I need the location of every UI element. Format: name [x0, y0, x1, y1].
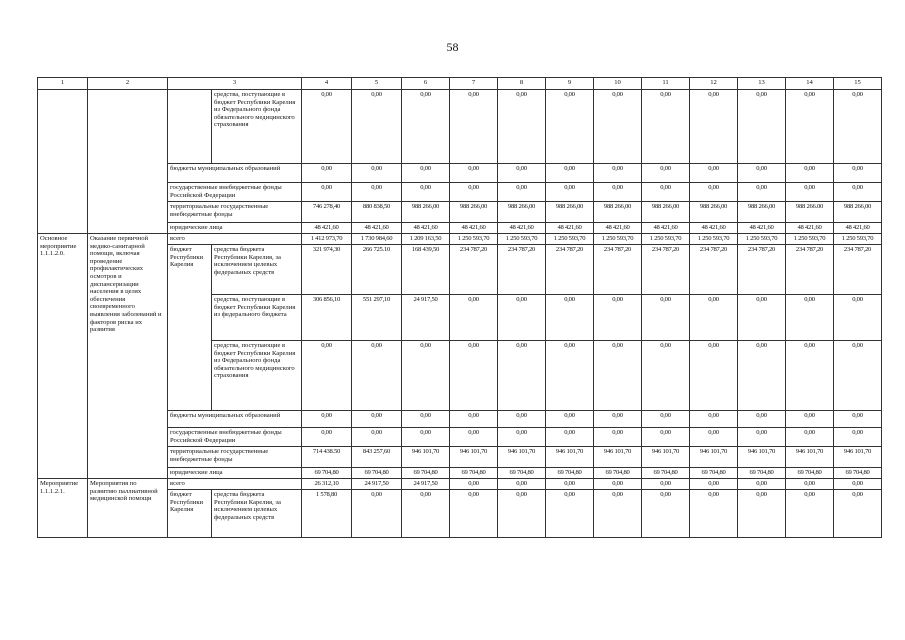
table-row — [38, 234, 882, 245]
value-cell: 48 421,60 — [450, 223, 498, 234]
value-cell: 988 266.00 — [786, 202, 834, 223]
value-cell: 0,00 — [834, 341, 882, 411]
measure-name: Мероприятия по развитию паллиативной медицинской помощи — [88, 479, 168, 538]
column-header: 9 — [546, 78, 594, 90]
value-cell: 746 278,40 — [302, 202, 352, 223]
value-cell: 0,00 — [738, 295, 786, 341]
value-cell: 1 250 593,70 — [690, 234, 738, 245]
value-cell: 0,00 — [834, 490, 882, 538]
value-cell: 988 266,00 — [546, 202, 594, 223]
source-label: государственные внебюджетные фонды Российской Федерации — [168, 183, 302, 202]
value-cell: 234 787,20 — [498, 245, 546, 295]
value-cell: 988 266,00 — [402, 202, 450, 223]
value-cell: 69 704,80 — [690, 468, 738, 479]
value-cell: 551 297,10 — [352, 295, 402, 341]
value-cell: 0,00 — [738, 341, 786, 411]
value-cell: 306 856,10 — [302, 295, 352, 341]
value-cell: 69 704,80 — [402, 468, 450, 479]
value-cell: 0,00 — [302, 183, 352, 202]
value-cell: 0,00 — [642, 479, 690, 490]
value-cell: 0,00 — [786, 164, 834, 183]
value-cell: 69 704,80 — [738, 468, 786, 479]
source-label: территориальные государственные внебюджетные фонды — [168, 447, 302, 468]
value-cell: 0,00 — [546, 164, 594, 183]
value-cell: 0,00 — [738, 411, 786, 428]
value-cell: 0,00 — [834, 479, 882, 490]
value-cell: 714 438.50 — [302, 447, 352, 468]
value-cell: 234 787,20 — [834, 245, 882, 295]
column-header: 6 — [402, 78, 450, 90]
value-cell: 48 421,60 — [402, 223, 450, 234]
value-cell: 0,00 — [450, 341, 498, 411]
measure-code: Мероприятие 1.1.1.2.1. — [38, 479, 88, 538]
value-cell: 0,00 — [352, 341, 402, 411]
total-label: всего — [168, 479, 302, 490]
value-cell: 0,00 — [302, 164, 352, 183]
value-cell: 0,00 — [786, 341, 834, 411]
value-cell: 0,00 — [450, 428, 498, 447]
value-cell: 0,00 — [690, 428, 738, 447]
source-label: средства бюджета Республики Карелия, за исключением целевых федеральных средств — [212, 245, 302, 295]
value-cell: 988 266,00 — [594, 202, 642, 223]
source-label: бюджеты муниципальных образований — [168, 411, 302, 428]
value-cell: 0,00 — [546, 479, 594, 490]
total-label: всего — [168, 234, 302, 245]
value-cell: 0,00 — [690, 90, 738, 164]
value-cell: 0,00 — [690, 341, 738, 411]
value-cell: 0,00 — [786, 295, 834, 341]
value-cell: 0,00 — [498, 341, 546, 411]
value-cell: 48 421,60 — [786, 223, 834, 234]
value-cell: 1 250 593,70 — [786, 234, 834, 245]
value-cell: 0,00 — [594, 90, 642, 164]
value-cell: 0,00 — [738, 183, 786, 202]
value-cell: 946 101,70 — [546, 447, 594, 468]
value-cell: 48 421,60 — [498, 223, 546, 234]
value-cell: 1 730 984,60 — [352, 234, 402, 245]
value-cell: 69 704,80 — [786, 468, 834, 479]
column-header: 12 — [690, 78, 738, 90]
budget-table — [37, 77, 882, 538]
value-cell: 946 101,70 — [498, 447, 546, 468]
value-cell: 0,00 — [834, 295, 882, 341]
value-cell: 988 266,00 — [834, 202, 882, 223]
budget-group-label: бюджет Республики Карелия — [168, 490, 212, 538]
value-cell: 0,00 — [498, 164, 546, 183]
value-cell: 0,00 — [352, 411, 402, 428]
value-cell: 0,00 — [546, 341, 594, 411]
column-header: 8 — [498, 78, 546, 90]
value-cell: 0,00 — [594, 341, 642, 411]
value-cell: 946 101,70 — [594, 447, 642, 468]
value-cell: 48 421,60 — [546, 223, 594, 234]
value-cell: 946 101,70 — [786, 447, 834, 468]
column-header: 5 — [352, 78, 402, 90]
table-row — [38, 90, 882, 164]
value-cell: 69 704,80 — [594, 468, 642, 479]
page-number: 58 — [446, 40, 459, 54]
value-cell: 48 421,60 — [352, 223, 402, 234]
value-cell: 48 421,60 — [690, 223, 738, 234]
value-cell: 24 917,50 — [402, 479, 450, 490]
value-cell: 0,00 — [594, 295, 642, 341]
value-cell: 0,00 — [738, 490, 786, 538]
source-label: средства, поступающие в бюджет Республики Карелия из федерального бюджета — [212, 295, 302, 341]
column-header: 2 — [88, 78, 168, 90]
value-cell: 0,00 — [402, 411, 450, 428]
value-cell: 0,00 — [546, 295, 594, 341]
value-cell: 946 101,70 — [642, 447, 690, 468]
value-cell: 1 578,80 — [302, 490, 352, 538]
value-cell: 0,00 — [302, 90, 352, 164]
value-cell: 946 101,70 — [690, 447, 738, 468]
value-cell: 26 312,10 — [302, 479, 352, 490]
source-label: средства, поступающие в бюджет Республики Карелия из Федерального фонда обязательного медицинского страхования — [212, 341, 302, 411]
value-cell: 0,00 — [642, 90, 690, 164]
value-cell: 48 421,60 — [834, 223, 882, 234]
value-cell: 0,00 — [450, 411, 498, 428]
source-label: средства бюджета Республики Карелия, за исключением целевых федеральных средств — [212, 490, 302, 538]
value-cell: 69 704,80 — [498, 468, 546, 479]
code-cell — [38, 90, 88, 234]
column-header: 15 — [834, 78, 882, 90]
value-cell: 0,00 — [450, 90, 498, 164]
value-cell: 0,00 — [498, 183, 546, 202]
value-cell: 988 266,00 — [690, 202, 738, 223]
value-cell: 0,00 — [498, 295, 546, 341]
column-header: 4 — [302, 78, 352, 90]
value-cell: 946 101,70 — [402, 447, 450, 468]
column-header-row — [38, 78, 882, 90]
value-cell: 0,00 — [834, 428, 882, 447]
value-cell: 69 704,80 — [352, 468, 402, 479]
value-cell: 69 704,80 — [450, 468, 498, 479]
value-cell: 0,00 — [402, 490, 450, 538]
value-cell: 168 439,50 — [402, 245, 450, 295]
value-cell: 0,00 — [690, 164, 738, 183]
value-cell: 0,00 — [402, 341, 450, 411]
value-cell: 988 266,00 — [450, 202, 498, 223]
column-header: 1 — [38, 78, 88, 90]
value-cell: 0,00 — [450, 183, 498, 202]
source-label: государственные внебюджетные фонды Российской Федерации — [168, 428, 302, 447]
source-label: юридические лица — [168, 468, 302, 479]
source-label: территориальные государственные внебюджетные фонды — [168, 202, 302, 223]
value-cell: 48 421,60 — [302, 223, 352, 234]
value-cell: 0,00 — [498, 428, 546, 447]
value-cell: 48 421,60 — [738, 223, 786, 234]
value-cell: 0,00 — [302, 428, 352, 447]
value-cell: 0,00 — [690, 295, 738, 341]
value-cell: 0,00 — [594, 183, 642, 202]
value-cell: 0,00 — [834, 411, 882, 428]
value-cell: 234 787,20 — [594, 245, 642, 295]
value-cell: 0,00 — [642, 490, 690, 538]
value-cell: 0,00 — [690, 490, 738, 538]
value-cell: 0,00 — [690, 411, 738, 428]
value-cell: 0,00 — [352, 164, 402, 183]
value-cell: 1 250 593,70 — [450, 234, 498, 245]
value-cell: 1 412 973,70 — [302, 234, 352, 245]
value-cell: 0,00 — [786, 411, 834, 428]
value-cell: 0,00 — [450, 164, 498, 183]
value-cell: 24 917,50 — [402, 295, 450, 341]
value-cell: 0,00 — [546, 490, 594, 538]
value-cell: 0,00 — [642, 341, 690, 411]
column-header: 14 — [786, 78, 834, 90]
value-cell: 0,00 — [834, 183, 882, 202]
value-cell: 0,00 — [498, 411, 546, 428]
value-cell: 48 421,60 — [594, 223, 642, 234]
value-cell: 0,00 — [786, 183, 834, 202]
value-cell: 0,00 — [738, 164, 786, 183]
value-cell: 234 787,20 — [786, 245, 834, 295]
value-cell: 48 421,60 — [642, 223, 690, 234]
value-cell: 69 704,80 — [546, 468, 594, 479]
value-cell: 0,00 — [786, 428, 834, 447]
value-cell: 0,00 — [498, 479, 546, 490]
value-cell: 0,00 — [352, 490, 402, 538]
value-cell: 234 787,20 — [738, 245, 786, 295]
value-cell: 0,00 — [642, 411, 690, 428]
value-cell: 1 209 163,50 — [402, 234, 450, 245]
value-cell: 234 787,20 — [546, 245, 594, 295]
column-header: 3 — [168, 78, 302, 90]
value-cell: 0,00 — [594, 479, 642, 490]
source-label: бюджеты муниципальных образований — [168, 164, 302, 183]
value-cell: 0,00 — [450, 479, 498, 490]
column-header: 11 — [642, 78, 690, 90]
value-cell: 0,00 — [834, 90, 882, 164]
value-cell: 0,00 — [352, 183, 402, 202]
value-cell: 24 917,50 — [352, 479, 402, 490]
value-cell: 1 250 593,70 — [594, 234, 642, 245]
value-cell: 0,00 — [690, 479, 738, 490]
value-cell: 0,00 — [302, 411, 352, 428]
value-cell: 0,00 — [786, 479, 834, 490]
value-cell: 843 257,60 — [352, 447, 402, 468]
table-row — [38, 479, 882, 490]
value-cell: 946 101,70 — [834, 447, 882, 468]
column-header: 7 — [450, 78, 498, 90]
value-cell: 988 266,00 — [498, 202, 546, 223]
value-cell: 0,00 — [834, 164, 882, 183]
source-label: средства, поступающие в бюджет Республики Карелия из Федерального фонда обязательного медицинского страхования — [212, 90, 302, 164]
value-cell: 0,00 — [450, 490, 498, 538]
value-cell: 0,00 — [786, 490, 834, 538]
value-cell: 0,00 — [642, 183, 690, 202]
value-cell: 0,00 — [352, 90, 402, 164]
value-cell: 0,00 — [302, 341, 352, 411]
value-cell: 988 266,00 — [642, 202, 690, 223]
value-cell: 234 787,20 — [690, 245, 738, 295]
value-cell: 0,00 — [594, 411, 642, 428]
value-cell: 946 101,70 — [738, 447, 786, 468]
value-cell: 0,00 — [450, 295, 498, 341]
value-cell: 0,00 — [546, 428, 594, 447]
value-cell: 1 250 593,70 — [738, 234, 786, 245]
value-cell: 0,00 — [402, 428, 450, 447]
value-cell: 234 787,20 — [642, 245, 690, 295]
value-cell: 880 838,50 — [352, 202, 402, 223]
value-cell: 0,00 — [594, 428, 642, 447]
value-cell: 1 250 593,70 — [546, 234, 594, 245]
value-cell: 0,00 — [594, 490, 642, 538]
value-cell: 946 101,70 — [450, 447, 498, 468]
value-cell: 0,00 — [738, 428, 786, 447]
value-cell: 69 704,80 — [834, 468, 882, 479]
value-cell: 0,00 — [690, 183, 738, 202]
value-cell: 0,00 — [498, 490, 546, 538]
value-cell: 234 787,20 — [450, 245, 498, 295]
value-cell: 1 250 593,70 — [642, 234, 690, 245]
value-cell: 266 725.10 — [352, 245, 402, 295]
value-cell: 0,00 — [498, 90, 546, 164]
value-cell: 0,00 — [402, 183, 450, 202]
name-cell — [88, 90, 168, 234]
value-cell: 1 250 593,70 — [834, 234, 882, 245]
value-cell: 0,00 — [642, 428, 690, 447]
value-cell: 0,00 — [546, 90, 594, 164]
value-cell: 0,00 — [642, 295, 690, 341]
value-cell: 0,00 — [786, 90, 834, 164]
source-label: юридические лица — [168, 223, 302, 234]
value-cell: 0,00 — [402, 164, 450, 183]
value-cell: 0,00 — [594, 164, 642, 183]
value-cell: 988 266,00 — [738, 202, 786, 223]
group-cell — [168, 90, 212, 164]
value-cell: 0,00 — [546, 411, 594, 428]
value-cell: 321 974,30 — [302, 245, 352, 295]
measure-code: Основное мероприятие 1.1.1.2.0. — [38, 234, 88, 479]
value-cell: 69 704,80 — [642, 468, 690, 479]
column-header: 13 — [738, 78, 786, 90]
value-cell: 0,00 — [546, 183, 594, 202]
value-cell: 69 704,80 — [302, 468, 352, 479]
value-cell: 0,00 — [642, 164, 690, 183]
measure-name: Оказание первичной медико-санитарной помощи, включая проведение профилактических осмотров и диспансеризации населения в целях обеспечения своевременного выявления заболеваний и факторов риска их развития — [88, 234, 168, 479]
budget-group-label: бюджет Республики Карелия — [168, 245, 212, 411]
column-header: 10 — [594, 78, 642, 90]
value-cell: 0,00 — [738, 90, 786, 164]
value-cell: 0,00 — [352, 428, 402, 447]
value-cell: 1 250 593,70 — [498, 234, 546, 245]
value-cell: 0,00 — [402, 90, 450, 164]
value-cell: 0,00 — [738, 479, 786, 490]
